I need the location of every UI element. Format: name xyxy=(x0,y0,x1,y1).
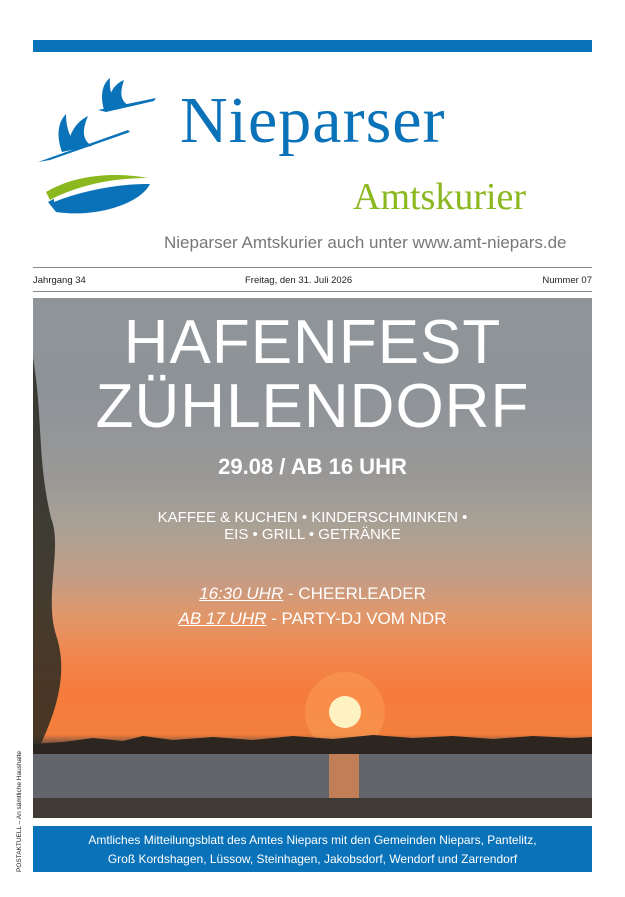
top-accent-bar xyxy=(33,40,592,52)
issue-number: Nummer 07 xyxy=(542,275,592,286)
footer-line-1: Amtliches Mitteilungsblatt des Amtes Niepars mit den Gemeinden Niepars, Pantelitz, xyxy=(88,833,537,847)
poster-headline-2: ZÜHLENDORF xyxy=(95,372,530,441)
event-2-time: AB 17 UHR xyxy=(178,609,267,628)
event-1-text: - CHEERLEADER xyxy=(283,584,426,603)
poster-event-1 xyxy=(33,584,592,604)
poster-date-time: 29.08 / AB 16 UHR xyxy=(218,454,407,479)
poster-offers-2: EIS • GRILL • GETRÄNKE xyxy=(224,526,401,543)
footer-banner xyxy=(33,826,592,872)
poster-offers-1: KAFFEE & KUCHEN • KINDERSCHMINKEN • xyxy=(157,509,468,526)
event-2-text: - PARTY-DJ VOM NDR xyxy=(266,609,447,628)
event-poster xyxy=(33,298,592,818)
footer-line-2: Groß Kordshagen, Lüssow, Steinhagen, Jakobsdorf, Wendorf und Zarrendorf xyxy=(107,852,518,866)
masthead-title: Nieparser xyxy=(180,84,446,157)
postal-side-note: POSTAKTUELL – An sämtliche Haushalte xyxy=(16,750,23,872)
masthead-tagline: Nieparser Amtskurier auch unter www.amt-niepars.de xyxy=(164,233,567,252)
poster-headline-1: HAFENFEST xyxy=(123,308,502,377)
header-rule-top xyxy=(33,267,592,268)
issue-date: Freitag, den 31. Juli 2026 xyxy=(245,275,353,286)
header-rule-bottom xyxy=(33,291,592,292)
event-1-time: 16:30 UHR xyxy=(199,584,284,603)
masthead-subtitle: Amtskurier xyxy=(353,176,527,218)
poster-event-2 xyxy=(33,609,592,629)
issue-volume: Jahrgang 34 xyxy=(33,275,86,286)
cranes-logo-icon xyxy=(36,70,160,220)
